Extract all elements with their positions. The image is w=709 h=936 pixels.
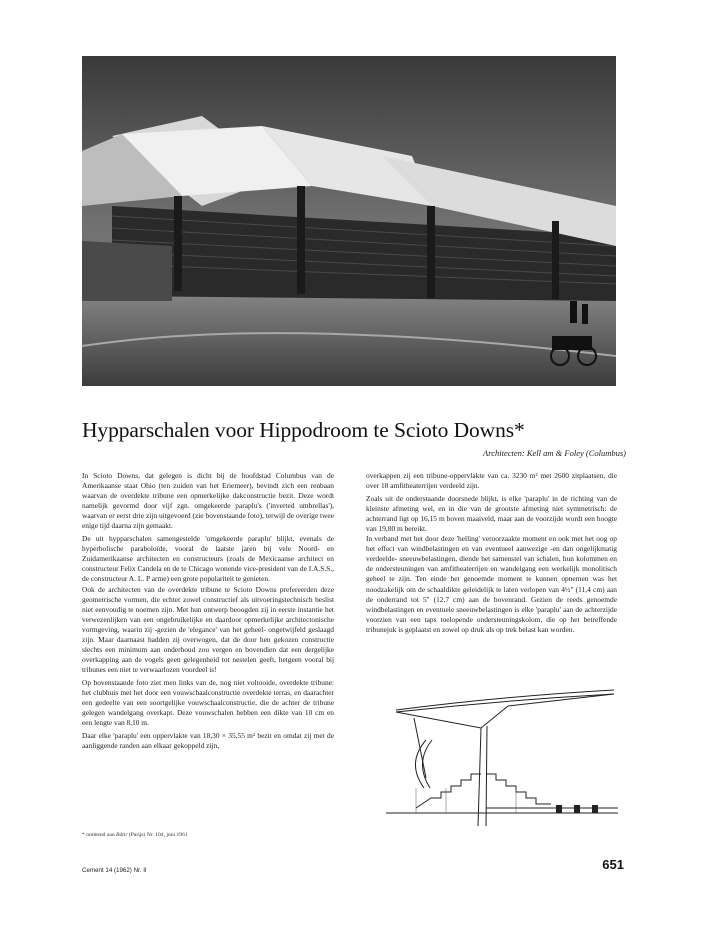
paragraph: Op bovenstaande foto ziet men links van de, nog niet voltooide, overdekte tribune: het clubhuis met het door een vouwschaalconstructie overdekte terras, en daarachter een gedeelte van een soortgelijke vouwschaalconstructie, die de achter de tribune gelegen wandelgang overkapt. Deze vouwschalen hebben een dikte van 10 cm en een lengte van 8,10 m. — [82, 677, 334, 728]
footnote-prefix: * ontleend aan — [82, 832, 115, 838]
paragraph: In Scioto Downs, dat gelegen is dicht bij de hoofdstad Columbus van de Amerikaanse staat Ohio (ten zuiden van het Eriemeer), bevindt zich een renbaan waarvan de overdekte tribune een opmerkelijke dakconstructie bezit. Deze wordt namelijk gevormd door vijf zgn. omgekeerde paraplu's ('inverted umbrellas'), waarvan er eerst drie zijn uitgevoerd (zie bovenstaande foto), terwijl de overige twee enige tijd daarna zijn gemaakt. — [82, 471, 334, 531]
footnote-suffix: (Parijs) Nr. 104, juni 1961 — [128, 832, 188, 838]
footnote — [82, 832, 188, 838]
paragraph: Daar elke 'paraplu' een oppervlakte van 18,30 × 35,55 m² bezit en omdat zij met de aanliggende randen aan elkaar gekoppeld zijn, — [82, 731, 334, 751]
paragraph: overkappen zij een tribune-oppervlakte van ca. 3230 m² met 2600 zitplaatsen, die over 18 amfitheaterrijen verdeeld zijn. — [366, 471, 617, 491]
paragraph: In verband met het door deze 'helling' veroorzaakte moment en ook met het oog op het effect van windbelastingen en van eventueel aanwezige -en dan ongelijkmatig verdeelde- sneeuwbelastingen, diende het samenstel van schalen, hun kolommen en de ondersteuningen van amfitheaterrijen en wandelgang een werkelijk monolitisch geheel te zijn. Ten einde het genoemde moment te kunnen opnemen was het noodzakelijk om de schaaldikte geleidelijk te laten verlopen van 4½" (11,4 cm) aan de onderrand tot 5" (12,7 cm) aan de bovenrand. Gezien de reeds genoemde windbelastingen en eventuele sneeuwbelastingen is elke 'paraplu' aan de achterzijde voorzien van een taps toelopende ondersteuningskolom, die op het betreffende tribunejuk is geplaatst en zowel op druk als op trek belast kan worden. — [366, 534, 617, 634]
paragraph: Zoals uit de onderstaande doorsnede blijkt, is elke 'paraplu' in de richting van de kleinste afmeting wel, en in die van de grootste afmeting niet symmetrisch: de achterrand ligt op 16,15 m boven maaiveld, maar aan de voorzijde wordt een hoogte van 19,80 m bereikt. — [366, 494, 617, 534]
article-title: Hypparschalen voor Hippodroom te Scioto Downs* — [82, 418, 525, 442]
text-column-left — [82, 471, 334, 754]
cross-section-drawing — [386, 688, 618, 826]
architects-credit: Architecten: Kell am & Foley (Columbus) — [483, 448, 626, 458]
paragraph: De uit hypparschalen samengestelde 'omgekeerde paraplu' blijkt, evenals de hyperbolische paraboloïde, vooral de laatste jaren bij vele Noord- en Zuidamerikaanse architecten en constructeurs (zoals de Mexicaanse architect en constructeur Felix Candela en de te Chicago wonende vice-president van de I.A.S.S., de constructeur A. L. P arme) een grote populariteit te genieten. — [82, 534, 334, 584]
footnote-source: Bâtir — [116, 832, 128, 838]
page-number: 651 — [602, 857, 624, 872]
journal-reference: Cement 14 (1962) Nr. II — [82, 867, 147, 874]
grandstand-photo — [82, 56, 616, 386]
text-column-right — [366, 471, 617, 638]
paragraph: Ook de architecten van de overdekte tribune te Scioto Downs prefereerden deze geometrische vormen, die echter zowel constructief als uitvoeringstechnisch beslist niet eenvoudig te noemen zijn. Met hun ontwerp beoogden zij in eerste instantie het verwezenlijken van een ongebruikelijke en daardoor opmerkelijke architectonische vormgeving, waarin zij -gezien de 'elegance' van het geheel- ongetwijfeld geslaagd zijn. Maar daarnaast hadden zij overwogen, dat de door hen gekozen constructie slechts een minimum aan onderhoud zou vergen en bovendien dat een dergelijke overkapping aan de vogels geen gelegenheid tot nestelen geeft, hetgeen vooral bij tribunes een niet te verwaarlozen voordeel is! — [82, 584, 334, 674]
